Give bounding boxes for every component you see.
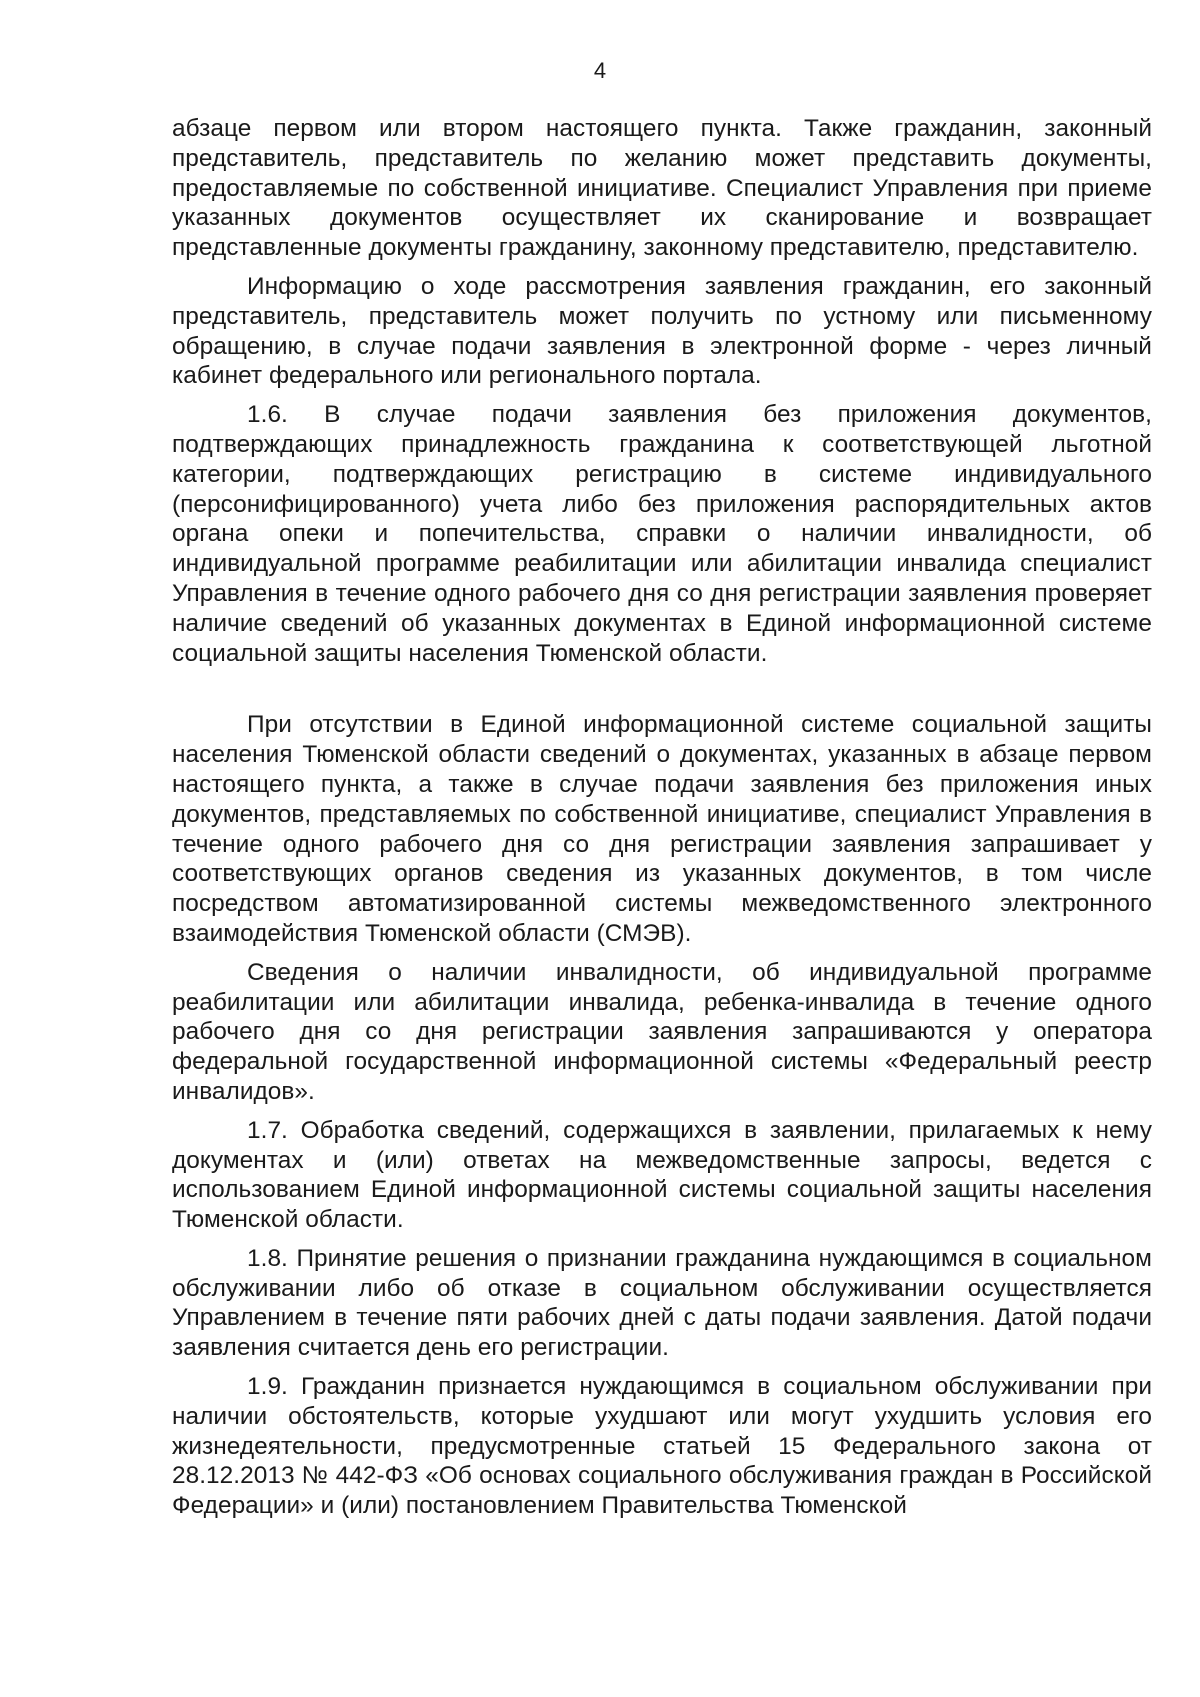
paragraph-1-9: 1.9. Гражданин признается нуждающимся в социальном обслуживании при наличии обстоятельств, которые ухудшают или могут ухудшить условия его жизнедеятельности, предусмотренные статьей 15 Федерального закона от 28.12.2013 № 442-ФЗ «Об основах социального обслуживания граждан в Российской Федерации» и (или) постановлением Правительства Тюменской xyxy=(172,1373,1152,1520)
paragraph-1-7: 1.7. Обработка сведений, содержащихся в заявлении, прилагаемых к нему документах и (или) ответах на межведомственные запросы, ведется с использованием Единой информационной системы социальной защиты населения Тюменской области. xyxy=(172,1116,1152,1234)
document-body xyxy=(172,114,1152,1530)
paragraph-1-6: 1.6. В случае подачи заявления без приложения документов, подтверждающих принадлежность гражданина к соответствующей льготной категории, подтверждающих регистрацию в системе индивидуального (персонифицированного) учета либо без приложения распорядительных актов органа опеки и попечительства, справки о наличии инвалидности, об индивидуальной программе реабилитации или абилитации инвалида специалист Управления в течение одного рабочего дня со дня регистрации заявления проверяет наличие сведений об указанных документах в Единой информационной системе социальной защиты населения Тюменской области. xyxy=(172,401,1152,667)
paragraph-absence-of-data: При отсутствии в Единой информационной системе социальной защиты населения Тюменской области сведений о документах, указанных в абзаце первом настоящего пункта, а также в случае подачи заявления без приложения иных документов, представляемых по собственной инициативе, специалист Управления в течение одного рабочего дня со дня регистрации заявления запрашивает у соответствующих органов сведения из указанных документов, в том числе посредством автоматизированной системы межведомственного электронного взаимодействия Тюменской области (СМЭВ). xyxy=(172,711,1152,947)
paragraph-progress-info: Информацию о ходе рассмотрения заявления гражданин, его законный представитель, представитель может получить по устному или письменному обращению, в случае подачи заявления в электронной форме - через личный кабинет федерального или регионального портала. xyxy=(172,272,1152,390)
paragraph-continuation: абзаце первом или втором настоящего пункта. Также гражданин, законный представитель, представитель по желанию может представить документы, предоставляемые по собственной инициативе. Специалист Управления при приеме указанных документов осуществляет их сканирование и возвращает представленные документы гражданину, законному представителю, представителю. xyxy=(172,115,1152,262)
page-number: 4 xyxy=(593,58,607,83)
paragraph-disability-info: Сведения о наличии инвалидности, об индивидуальной программе реабилитации или абилитации инвалида, ребенка-инвалида в течение одного рабочего дня со дня регистрации заявления запрашиваются у оператора федеральной государственной информационной системы «Федеральный реестр инвалидов». xyxy=(172,958,1152,1105)
paragraph-1-8: 1.8. Принятие решения о признании гражданина нуждающимся в социальном обслуживании либо об отказе в социальном обслуживании осуществляется Управлением в течение пяти рабочих дней с даты подачи заявления. Датой подачи заявления считается день его регистрации. xyxy=(172,1244,1152,1362)
